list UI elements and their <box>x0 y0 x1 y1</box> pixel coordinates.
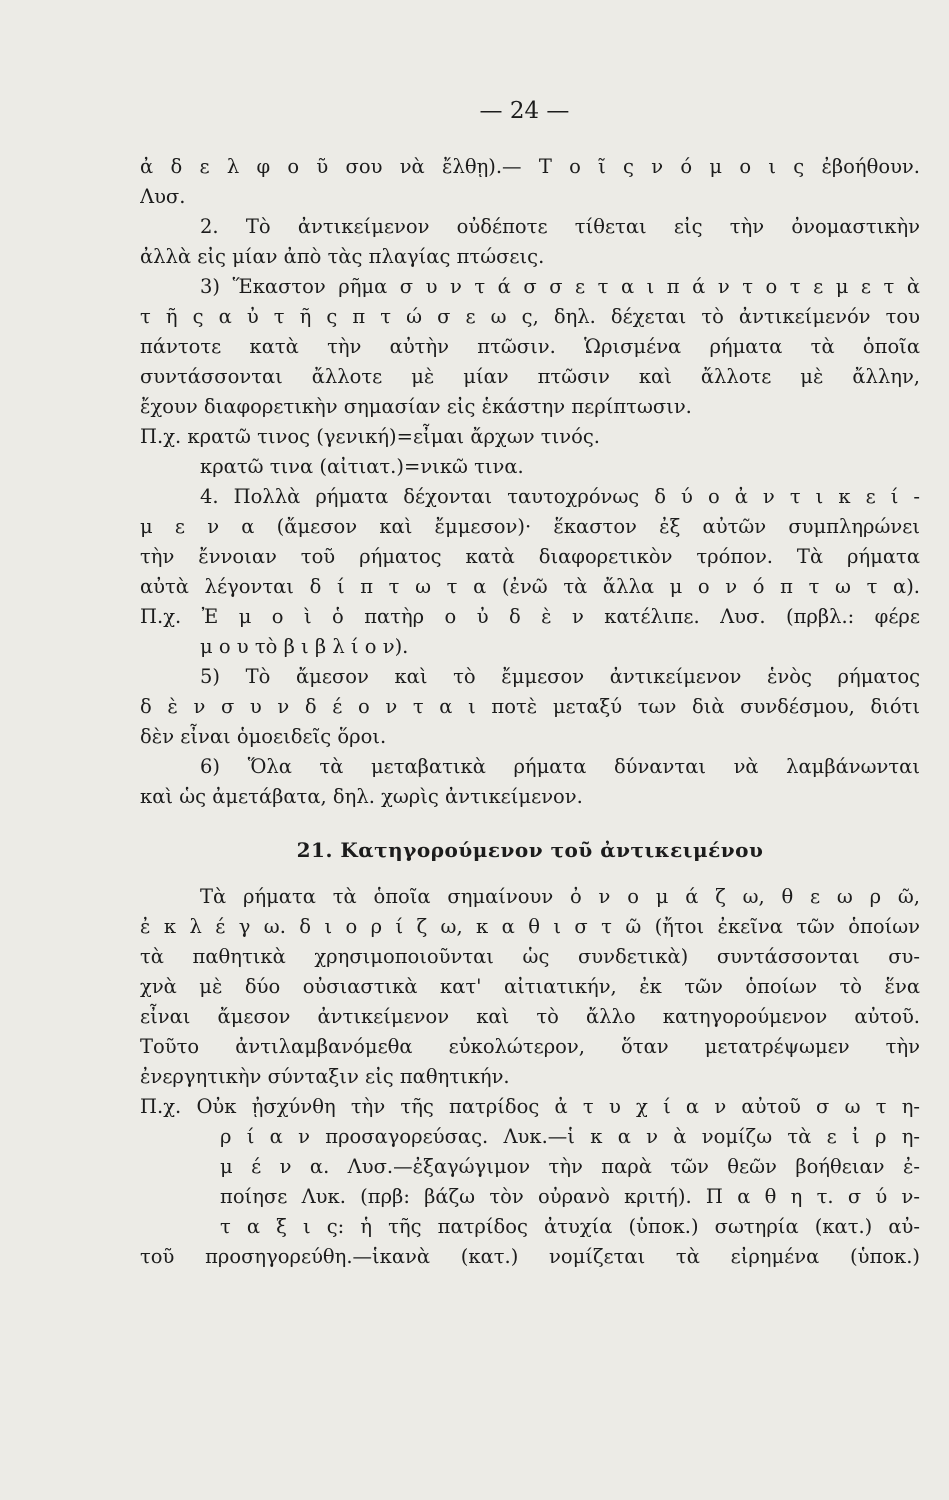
text-line: μ έ ν α. Λυσ.—ἐξαγώγιμον τὴν παρὰ τῶν θεῶν βοήθειαν ἐ- <box>220 1155 920 1178</box>
text-line: 2. Τὸ ἀντικείμενον οὐδέποτε τίθεται εἰς τὴν ὀνομαστικὴν <box>200 215 920 238</box>
text-line: καὶ ὡς ἀμετάβατα, δηλ. χωρὶς ἀντικείμενον. <box>140 785 583 808</box>
text-line: τ ῆ ς α ὐ τ ῆ ς π τ ώ σ ε ω ς, δηλ. δέχεται τὸ ἀντικείμενόν του <box>140 305 920 328</box>
text-line: συντάσσονται ἄλλοτε μὲ μίαν πτῶσιν καὶ ἄλλοτε μὲ ἄλλην, <box>140 365 920 388</box>
section-heading: 21. Κατηγορούμενον τοῦ ἀντικειμένου <box>296 838 764 862</box>
text-line: Λυσ. <box>140 185 186 208</box>
text-line: δ ὲ ν σ υ ν δ έ ο ν τ α ι ποτὲ μεταξύ των διὰ συνδέσμου, διότι <box>140 695 920 718</box>
text-line: ἀλλὰ εἰς μίαν ἀπὸ τὰς πλαγίας πτώσεις. <box>140 245 545 268</box>
text-line: 5) Τὸ ἄμεσον καὶ τὸ ἔμμεσον ἀντικείμενον ἑνὸς ρήματος <box>200 665 920 688</box>
text-line: δὲν εἶναι ὁμοειδεῖς ὅροι. <box>140 725 387 748</box>
text-line: Π.χ. κρατῶ τινος (γενική)=εἶμαι ἄρχων τινός. <box>140 425 600 448</box>
text-line: Π.χ. Ἐ μ ο ὶ ὁ πατὴρ ο ὐ δ ὲ ν κατέλιπε. Λυσ. (πρβλ.: φέρε <box>140 605 920 628</box>
text-line: αὐτὰ λέγονται δ ί π τ ω τ α (ἐνῶ τὰ ἄλλα μ ο ν ό π τ ω τ α). <box>140 575 920 598</box>
text-line: 6) Ὅλα τὰ μεταβατικὰ ρήματα δύνανται νὰ λαμβάνωνται <box>200 755 920 778</box>
text-line: ἔχουν διαφορετικὴν σημασίαν εἰς ἑκάστην περίπτωσιν. <box>140 395 692 418</box>
page-number: — 24 — <box>479 98 570 124</box>
text-line: τὴν ἔννοιαν τοῦ ρήματος κατὰ διαφορετικὸν τρόπον. Τὰ ρήματα <box>140 545 920 568</box>
text-line: ἐνεργητικὴν σύνταξιν εἰς παθητικήν. <box>140 1065 510 1088</box>
text-line: ἀ δ ε λ φ ο ῦ σου νὰ ἔλθῃ).— Τ ο ῖ ς ν ό μ ο ι ς ἐβοήθουν. <box>140 155 920 178</box>
page-body <box>140 152 920 1272</box>
text-line: 3) Ἕκαστον ρῆμα σ υ ν τ ά σ σ ε τ α ι π ά ν τ ο τ ε μ ε τ ὰ <box>200 275 920 298</box>
text-line: τ α ξ ι ς: ἡ τῆς πατρίδος ἀτυχία (ὑποκ.) σωτηρία (κατ.) αὐ- <box>220 1215 920 1238</box>
text-line: κρατῶ τινα (αἰτιατ.)=νικῶ τινα. <box>200 455 524 478</box>
text-line: Τοῦτο ἀντιλαμβανόμεθα εὐκολώτερον, ὅταν μετατρέψωμεν τὴν <box>140 1035 920 1058</box>
text-line: χνὰ μὲ δύο οὐσιαστικὰ κατ' αἰτιατικήν, ἐκ τῶν ὁποίων τὸ ἕνα <box>140 975 920 998</box>
text-line: τοῦ προσηγορεύθη.—ἱκανὰ (κατ.) νομίζεται τὰ εἰρημένα (ὑποκ.) <box>140 1245 920 1268</box>
text-line: Τὰ ρήματα τὰ ὁποῖα σημαίνουν ὀ ν ο μ ά ζ ω, θ ε ω ρ ῶ, <box>200 885 920 908</box>
text-line: ποίησε Λυκ. (πρβ: βάζω τὸν οὐρανὸ κριτή). Π α θ η τ. σ ύ ν- <box>220 1185 920 1208</box>
text-line: Π.χ. Οὐκ ᾐσχύνθη τὴν τῆς πατρίδος ἀ τ υ χ ί α ν αὐτοῦ σ ω τ η- <box>140 1095 920 1118</box>
text-line: πάντοτε κατὰ τὴν αὐτὴν πτῶσιν. Ὡρισμένα ρήματα τὰ ὁποῖα <box>140 335 920 358</box>
text-line: 4. Πολλὰ ρήματα δέχονται ταυτοχρόνως δ ύ ο ἀ ν τ ι κ ε ί - <box>200 485 920 508</box>
text-line: εἶναι ἄμεσον ἀντικείμενον καὶ τὸ ἄλλο κατηγορούμενον αὐτοῦ. <box>140 1005 920 1028</box>
text-line: ρ ί α ν προσαγορεύσας. Λυκ.—ἱ κ α ν ὰ νομίζω τὰ ε ἰ ρ η- <box>220 1125 920 1148</box>
text-line: τὰ παθητικὰ χρησιμοποιοῦνται ὡς συνδετικὰ) συντάσσονται συ- <box>140 945 920 968</box>
text-line: ἐ κ λ έ γ ω. δ ι ο ρ ί ζ ω, κ α θ ι σ τ ῶ (ἤτοι ἐκεῖνα τῶν ὁποίων <box>140 915 920 938</box>
text-line: μ ο υ τὸ β ι β λ ί ο ν). <box>200 635 409 658</box>
text-line: μ ε ν α (ἄμεσον καὶ ἔμμεσον)· ἕκαστον ἐξ αὐτῶν συμπληρώνει <box>140 515 920 538</box>
